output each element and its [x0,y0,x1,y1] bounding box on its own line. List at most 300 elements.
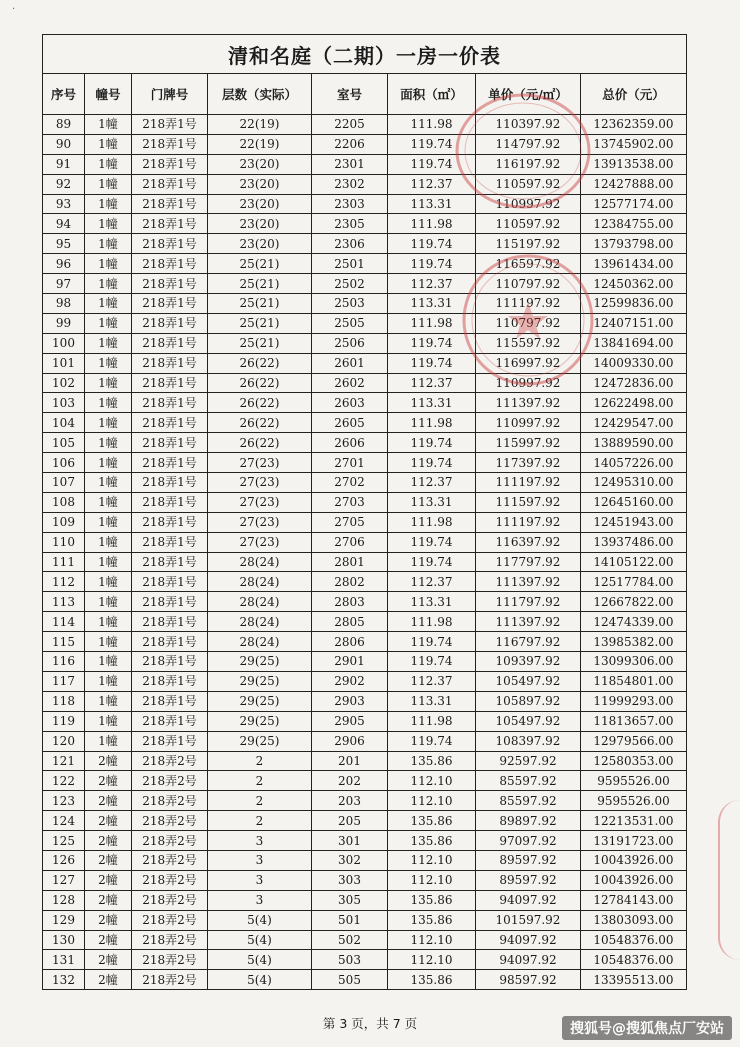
table-cell: 110997.92 [476,194,581,214]
table-cell: 135.86 [388,970,476,990]
table-cell: 3 [208,831,312,851]
table-cell: 11813657.00 [581,711,687,731]
table-cell: 112.37 [388,373,476,393]
table-cell: 29(25) [208,691,312,711]
table-cell: 2705 [312,512,388,532]
table-cell: 105 [43,433,85,453]
table-cell: 110797.92 [476,313,581,333]
table-cell: 1幢 [85,731,132,751]
table-cell: 12517784.00 [581,572,687,592]
table-cell: 121 [43,751,85,771]
table-cell: 1幢 [85,512,132,532]
table-cell: 111797.92 [476,592,581,612]
table-cell: 218弄1号 [132,214,208,234]
table-cell: 2506 [312,333,388,353]
table-cell: 12580353.00 [581,751,687,771]
table-body [43,115,687,990]
table-row [43,652,687,672]
table-cell: 89 [43,115,85,135]
table-cell: 27(23) [208,492,312,512]
table-cell: 110797.92 [476,274,581,294]
table-row [43,353,687,373]
table-cell: 1幢 [85,174,132,194]
table-cell: 218弄2号 [132,791,208,811]
table-cell: 1幢 [85,214,132,234]
table-cell: 27(23) [208,512,312,532]
table-row [43,134,687,154]
table-cell: 111397.92 [476,393,581,413]
table-cell: 94097.92 [476,890,581,910]
table-cell: 1幢 [85,453,132,473]
table-cell: 91 [43,154,85,174]
table-cell: 218弄2号 [132,930,208,950]
table-cell: 29(25) [208,731,312,751]
table-cell: 95 [43,234,85,254]
table-cell: 2幢 [85,950,132,970]
table-cell: 5(4) [208,910,312,930]
table-cell: 12667822.00 [581,592,687,612]
table-cell: 28(24) [208,552,312,572]
table-cell: 12622498.00 [581,393,687,413]
table-cell: 110397.92 [476,115,581,135]
table-cell: 119.74 [388,731,476,751]
table-cell: 218弄1号 [132,433,208,453]
table-cell: 301 [312,831,388,851]
table-cell: 218弄1号 [132,134,208,154]
header-cell: 单价（元/㎡） [476,74,581,115]
table-row [43,850,687,870]
table-cell: 94097.92 [476,950,581,970]
table-cell: 2702 [312,473,388,493]
table-cell: 119.74 [388,154,476,174]
table-cell: 1幢 [85,413,132,433]
table-cell: 113.31 [388,393,476,413]
table-cell: 85597.92 [476,791,581,811]
table-cell: 96 [43,254,85,274]
table-cell: 1幢 [85,333,132,353]
table-cell: 218弄1号 [132,512,208,532]
table-cell: 14057226.00 [581,453,687,473]
table-cell: 218弄1号 [132,413,208,433]
table-cell: 112.10 [388,791,476,811]
header-cell: 幢号 [85,74,132,115]
table-cell: 1幢 [85,612,132,632]
table-cell: 2805 [312,612,388,632]
table-cell: 2幢 [85,870,132,890]
table-cell: 218弄1号 [132,373,208,393]
header-cell: 门牌号 [132,74,208,115]
table-cell: 218弄2号 [132,910,208,930]
table-cell: 2802 [312,572,388,592]
table-cell: 135.86 [388,910,476,930]
table-cell: 218弄1号 [132,473,208,493]
table-cell: 105497.92 [476,671,581,691]
table-row [43,532,687,552]
table-row [43,234,687,254]
table-cell: 2305 [312,214,388,234]
table-cell: 119.74 [388,552,476,572]
table-cell: 11854801.00 [581,671,687,691]
table-cell: 503 [312,950,388,970]
table-cell: 120 [43,731,85,751]
table-cell: 218弄1号 [132,652,208,672]
table-cell: 106 [43,453,85,473]
table-cell: 107 [43,473,85,493]
table-cell: 1幢 [85,393,132,413]
table-cell: 23(20) [208,174,312,194]
table-cell: 2幢 [85,970,132,990]
table-row [43,731,687,751]
table-cell: 90 [43,134,85,154]
table-cell: 23(20) [208,154,312,174]
table-row [43,194,687,214]
table-cell: 112.10 [388,850,476,870]
table-cell: 14105122.00 [581,552,687,572]
table-row [43,313,687,333]
table-cell: 2606 [312,433,388,453]
table-cell: 1幢 [85,254,132,274]
table-cell: 13985382.00 [581,632,687,652]
table-cell: 111.98 [388,711,476,731]
table-cell: 111.98 [388,115,476,135]
table-cell: 100 [43,333,85,353]
table-cell: 29(25) [208,711,312,731]
table-cell: 114797.92 [476,134,581,154]
table-cell: 218弄1号 [132,711,208,731]
table-cell: 1幢 [85,552,132,572]
table-cell: 12645160.00 [581,492,687,512]
table-cell: 1幢 [85,652,132,672]
table-cell: 1幢 [85,532,132,552]
table-row [43,473,687,493]
table-cell: 218弄1号 [132,274,208,294]
header-cell: 面积（㎡） [388,74,476,115]
table-cell: 12362359.00 [581,115,687,135]
table-row [43,870,687,890]
table-cell: 130 [43,930,85,950]
table-cell: 2502 [312,274,388,294]
table-cell: 89597.92 [476,850,581,870]
table-cell: 114 [43,612,85,632]
table-cell: 218弄1号 [132,592,208,612]
table-cell: 26(22) [208,433,312,453]
table-row [43,453,687,473]
table-cell: 113.31 [388,592,476,612]
table-cell: 218弄2号 [132,751,208,771]
table-cell: 1幢 [85,492,132,512]
table-cell: 26(22) [208,393,312,413]
table-cell: 2701 [312,453,388,473]
table-row [43,711,687,731]
watermark: 搜狐号@搜狐焦点厂安站 [562,1016,732,1040]
table-cell: 109 [43,512,85,532]
table-cell: 218弄2号 [132,890,208,910]
table-cell: 2 [208,751,312,771]
table-row [43,492,687,512]
table-cell: 9595526.00 [581,791,687,811]
table-cell: 127 [43,870,85,890]
table-row [43,612,687,632]
table-cell: 116997.92 [476,353,581,373]
table-cell: 108 [43,492,85,512]
table-cell: 111.98 [388,413,476,433]
table-cell: 2505 [312,313,388,333]
table-row [43,910,687,930]
table-cell: 112.10 [388,930,476,950]
table-cell: 104 [43,413,85,433]
table-cell: 302 [312,850,388,870]
header-cell: 总价（元） [581,74,687,115]
table-cell: 110997.92 [476,373,581,393]
table-cell: 218弄1号 [132,194,208,214]
table-cell: 12599836.00 [581,294,687,314]
table-cell: 1幢 [85,691,132,711]
table-cell: 218弄1号 [132,254,208,274]
table-cell: 202 [312,771,388,791]
table-cell: 1幢 [85,234,132,254]
table-cell: 2806 [312,632,388,652]
table-cell: 12577174.00 [581,194,687,214]
table-cell: 89897.92 [476,811,581,831]
table-cell: 2901 [312,652,388,672]
table-cell: 93 [43,194,85,214]
table-row [43,572,687,592]
table-cell: 203 [312,791,388,811]
table-cell: 2幢 [85,831,132,851]
table-cell: 1幢 [85,632,132,652]
table-row [43,115,687,135]
table-cell: 116 [43,652,85,672]
table-cell: 1幢 [85,313,132,333]
header-cell: 层数（实际） [208,74,312,115]
table-cell: 2602 [312,373,388,393]
table-cell: 23(20) [208,214,312,234]
table-cell: 1幢 [85,294,132,314]
table-cell: 112 [43,572,85,592]
table-cell: 28(24) [208,592,312,612]
table-row [43,831,687,851]
table-cell: 102 [43,373,85,393]
table-cell: 112.37 [388,473,476,493]
table-cell: 135.86 [388,890,476,910]
table-cell: 3 [208,870,312,890]
table-cell: 117 [43,671,85,691]
table-cell: 13841694.00 [581,333,687,353]
table-cell: 119.74 [388,234,476,254]
table-cell: 218弄2号 [132,771,208,791]
edge-seal [718,800,740,960]
table-cell: 26(22) [208,413,312,433]
table-cell: 135.86 [388,811,476,831]
table-cell: 1幢 [85,274,132,294]
table-cell: 111397.92 [476,612,581,632]
table-cell: 111.98 [388,313,476,333]
table-cell: 502 [312,930,388,950]
table-row [43,811,687,831]
table-cell: 22(19) [208,134,312,154]
table-cell: 12474339.00 [581,612,687,632]
table-cell: 119.74 [388,353,476,373]
table-cell: 2703 [312,492,388,512]
table-cell: 12495310.00 [581,473,687,493]
table-cell: 1幢 [85,433,132,453]
table-cell: 105497.92 [476,711,581,731]
table-cell: 135.86 [388,751,476,771]
table-row [43,632,687,652]
table-cell: 23(20) [208,194,312,214]
table-cell: 111197.92 [476,473,581,493]
table-cell: 2303 [312,194,388,214]
table-cell: 117797.92 [476,552,581,572]
table-cell: 23(20) [208,234,312,254]
table-cell: 13395513.00 [581,970,687,990]
table-row [43,970,687,990]
table-cell: 218弄1号 [132,731,208,751]
table-cell: 2 [208,791,312,811]
scan-mark: · [12,4,16,15]
table-cell: 218弄2号 [132,970,208,990]
table-row [43,174,687,194]
table-cell: 110997.92 [476,413,581,433]
table-cell: 2幢 [85,811,132,831]
table-cell: 218弄2号 [132,811,208,831]
table-cell: 218弄1号 [132,115,208,135]
table-cell: 111 [43,552,85,572]
table-cell: 131 [43,950,85,970]
table-cell: 2幢 [85,910,132,930]
table-cell: 129 [43,910,85,930]
table-cell: 111.98 [388,612,476,632]
table-cell: 115997.92 [476,433,581,453]
table-cell: 2905 [312,711,388,731]
table-cell: 2幢 [85,751,132,771]
table-cell: 128 [43,890,85,910]
table-cell: 1幢 [85,671,132,691]
table-row [43,154,687,174]
table-cell: 119.74 [388,532,476,552]
table-cell: 1幢 [85,194,132,214]
table-cell: 1幢 [85,592,132,612]
table-cell: 112.37 [388,572,476,592]
table-cell: 218弄1号 [132,612,208,632]
table-cell: 113.31 [388,294,476,314]
table-cell: 85597.92 [476,771,581,791]
table-cell: 3 [208,850,312,870]
table-row [43,294,687,314]
table-cell: 12384755.00 [581,214,687,234]
table-cell: 10043926.00 [581,870,687,890]
table-cell: 110597.92 [476,174,581,194]
table-cell: 108397.92 [476,731,581,751]
table-cell: 2903 [312,691,388,711]
table-row [43,791,687,811]
table-cell: 29(25) [208,671,312,691]
table-cell: 92 [43,174,85,194]
table-cell: 1幢 [85,473,132,493]
table-cell: 218弄1号 [132,234,208,254]
table-cell: 10043926.00 [581,850,687,870]
table-row [43,333,687,353]
table-cell: 25(21) [208,333,312,353]
table-cell: 218弄1号 [132,294,208,314]
table-cell: 218弄1号 [132,532,208,552]
table-cell: 1幢 [85,572,132,592]
table-cell: 2902 [312,671,388,691]
table-cell: 115197.92 [476,234,581,254]
table-cell: 2301 [312,154,388,174]
table-cell: 25(21) [208,254,312,274]
table-cell: 2603 [312,393,388,413]
table-cell: 205 [312,811,388,831]
table-cell: 218弄1号 [132,174,208,194]
table-cell: 119.74 [388,134,476,154]
table-cell: 11999293.00 [581,691,687,711]
table-cell: 14009330.00 [581,353,687,373]
table-cell: 29(25) [208,652,312,672]
table-cell: 28(24) [208,572,312,592]
table-cell: 1幢 [85,154,132,174]
table-cell: 218弄1号 [132,154,208,174]
table-cell: 101 [43,353,85,373]
table-cell: 2302 [312,174,388,194]
table-cell: 112.37 [388,671,476,691]
table-row [43,214,687,234]
table-cell: 25(21) [208,313,312,333]
table-cell: 126 [43,850,85,870]
table-cell: 2706 [312,532,388,552]
table-cell: 116597.92 [476,254,581,274]
table-cell: 113.31 [388,492,476,512]
table-cell: 13913538.00 [581,154,687,174]
table-cell: 9595526.00 [581,771,687,791]
table-cell: 119.74 [388,433,476,453]
table-cell: 2306 [312,234,388,254]
table-row [43,592,687,612]
header-row [43,74,687,115]
table-row [43,373,687,393]
header-cell: 序号 [43,74,85,115]
table-cell: 132 [43,970,85,990]
table-cell: 103 [43,393,85,413]
table-cell: 110 [43,532,85,552]
table-cell: 12472836.00 [581,373,687,393]
table-cell: 218弄1号 [132,572,208,592]
table-cell: 218弄1号 [132,353,208,373]
table-cell: 1幢 [85,353,132,373]
table-cell: 112.10 [388,870,476,890]
table-row [43,691,687,711]
table-cell: 10548376.00 [581,950,687,970]
table-cell: 112.10 [388,771,476,791]
table-cell: 92597.92 [476,751,581,771]
table-cell: 111197.92 [476,512,581,532]
table-cell: 124 [43,811,85,831]
table-cell: 110597.92 [476,214,581,234]
table-cell: 218弄1号 [132,333,208,353]
table-cell: 1幢 [85,115,132,135]
table-row [43,950,687,970]
table-cell: 122 [43,771,85,791]
table-cell: 2幢 [85,791,132,811]
table-cell: 2206 [312,134,388,154]
table-cell: 13191723.00 [581,831,687,851]
table-cell: 218弄1号 [132,453,208,473]
header-cell: 室号 [312,74,388,115]
table-cell: 12407151.00 [581,313,687,333]
table-cell: 111.98 [388,214,476,234]
table-cell: 115 [43,632,85,652]
table-cell: 135.86 [388,831,476,851]
